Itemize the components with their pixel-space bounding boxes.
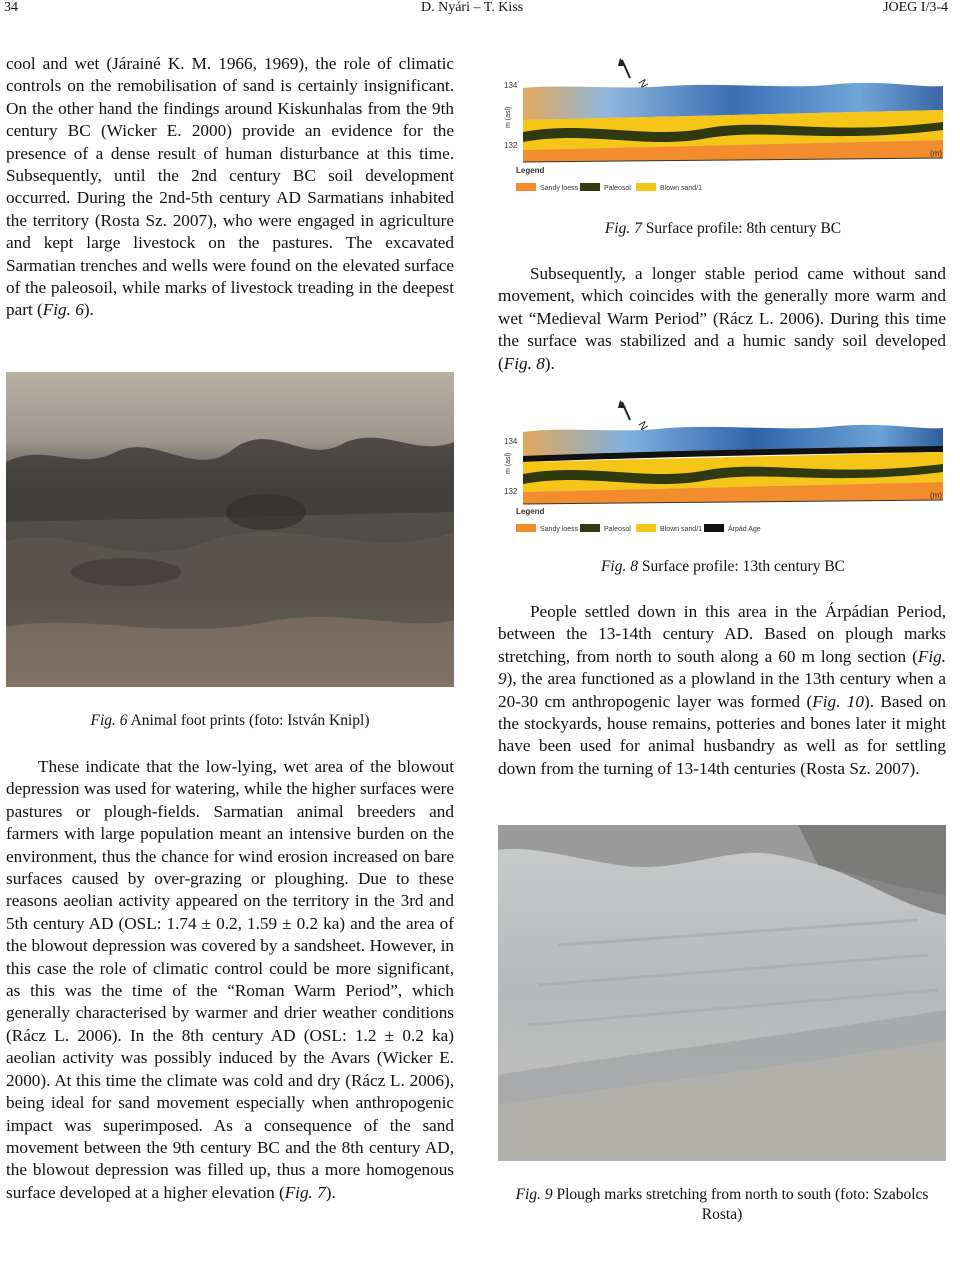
- legend-blown-sand: Blown sand/1: [660, 526, 703, 533]
- fig8-caption: Fig. 8 Surface profile: 13th century BC: [600, 558, 846, 575]
- fig9-photo: [498, 825, 946, 1161]
- y-top-label: 134: [504, 437, 518, 446]
- fig9-caption: Fig. 9 Plough marks stretching from north to south (foto: Szabolcs Rosta): [515, 1186, 929, 1223]
- fig6-photo: [6, 372, 454, 687]
- fig8-profile: [498, 398, 948, 540]
- fig6-caption: Fig. 6 Animal foot prints (foto: István Knipl): [90, 712, 370, 729]
- legend-paleosol: Paleosol: [604, 526, 631, 533]
- fig8-ref[interactable]: Fig. 8: [503, 353, 545, 373]
- fig6-ref[interactable]: Fig. 6: [42, 300, 84, 320]
- running-authors: D. Nyári – T. Kiss: [421, 0, 524, 15]
- legend-arpad-age: Árpád Age: [728, 526, 761, 533]
- y-top-label: 134: [504, 81, 518, 90]
- legend-title: Legend: [516, 507, 545, 516]
- x-axis-unit: (m): [930, 491, 942, 500]
- legend-sandy-loess: Sandy loess: [540, 526, 579, 533]
- right-paragraph-4: People settled down in this area in the Árpádian Period, between the 13-14th century AD. Based on plough marks stretching, from north to south along a 60 m long section (Fig. 9), the area functioned as a plowland in the 13th century when a 20-30 cm anthropogenic layer was formed (Fig. 10). Based on the stockyards, house remains, potteries and bones later it might have been used for animal husbandry as well as for settling down from the turning of 13-14th centuries (Rosta Sz. 2007).: [498, 602, 946, 778]
- journal-id: JOEG I/3-4: [883, 0, 948, 15]
- x-axis-unit: (m): [930, 149, 942, 158]
- y-bottom-label: 132: [504, 487, 518, 496]
- legend-title: Legend: [516, 166, 545, 175]
- north-label: N: [635, 419, 650, 433]
- fig7-caption: Fig. 7 Surface profile: 8th century BC: [604, 220, 842, 237]
- legend-paleosol: Paleosol: [604, 185, 631, 192]
- fig10-ref[interactable]: Fig. 10: [812, 691, 864, 711]
- legend-blown-sand: Blown sand/1: [660, 185, 703, 192]
- y-axis-unit: m (asl): [505, 106, 512, 128]
- legend-sandy-loess: Sandy loess: [540, 185, 579, 192]
- right-paragraph-3: Subsequently, a longer stable period came without sand movement, which coincides with the generally more warm and wet “Medieval Warm Period” (Rácz L. 2006). During this time the surface was stabilized and a humic sandy soil developed (Fig. 8).: [498, 264, 946, 373]
- page-number: 34: [4, 0, 18, 15]
- north-arrow-icon: [618, 400, 650, 432]
- north-label: N: [635, 77, 650, 91]
- north-arrow-icon: [618, 58, 650, 90]
- y-axis-unit: m (asl): [505, 452, 512, 474]
- fig7-ref[interactable]: Fig. 7: [284, 1182, 326, 1202]
- fig7-profile: [498, 58, 948, 200]
- left-paragraph-1: cool and wet (Járainé K. M. 1966, 1969), the role of climatic controls on the remobilisation of sand is certainly insignificant. On the other hand the findings around Kiskunhalas from the 9th century BC (Wicker E. 2000) provide an evidence for the presence of a dense result of human disturbance at this time. Subsequently, until the 2nd century BC soil development occurred. During the 2nd-5th century AD Sarmatians inhabited the territory (Rosta Sz. 2007), who were engaged in agriculture and kept large livestock on the pastures. The excavated Sarmatian trenches and wells were found on the elevated surface of the paleosoil, while marks of livestock treading in the deepest part (Fig. 6).: [6, 54, 454, 320]
- y-bottom-label: 132: [504, 141, 518, 150]
- left-paragraph-2: These indicate that the low-lying, wet area of the blowout depression was used for watering, while the higher surfaces were pastures or plough-fields. Sarmatian animal breeders and farmers with large population meant an intensive burden on the environment, thus the chance for wind erosion increased on bare surfaces caused by over-grazing or ploughing. Due to these reasons aeolian activity appeared on the territory in the 3rd and 5th century AD (OSL: 1.74 ± 0.2, 1.59 ± 0.2 ka) and the area of the blowout depression was covered by a sandsheet. However, in this case the role of climatic control could be more significant, as this was the time of the “Roman Warm Period”, which generally characterised by warmer and drier weather conditions (Rácz L. 2006). In the 8th century AD (OSL: 1.2 ± 0.2 ka) aeolian activity was possibly induced by the Avars (Wicker E. 2000). At this time the climate was cold and dry (Rácz L. 2006), being ideal for sand movement especially when anthropogenic impact was superimposed. As a consequence of the sand movement between the 9th century BC and the 8th century AD, the blowout depression was filled up, thus a more homogenous surface developed at a higher elevation (Fig. 7).: [6, 757, 454, 1202]
- fig9-ref[interactable]: Fig. 9: [498, 646, 946, 689]
